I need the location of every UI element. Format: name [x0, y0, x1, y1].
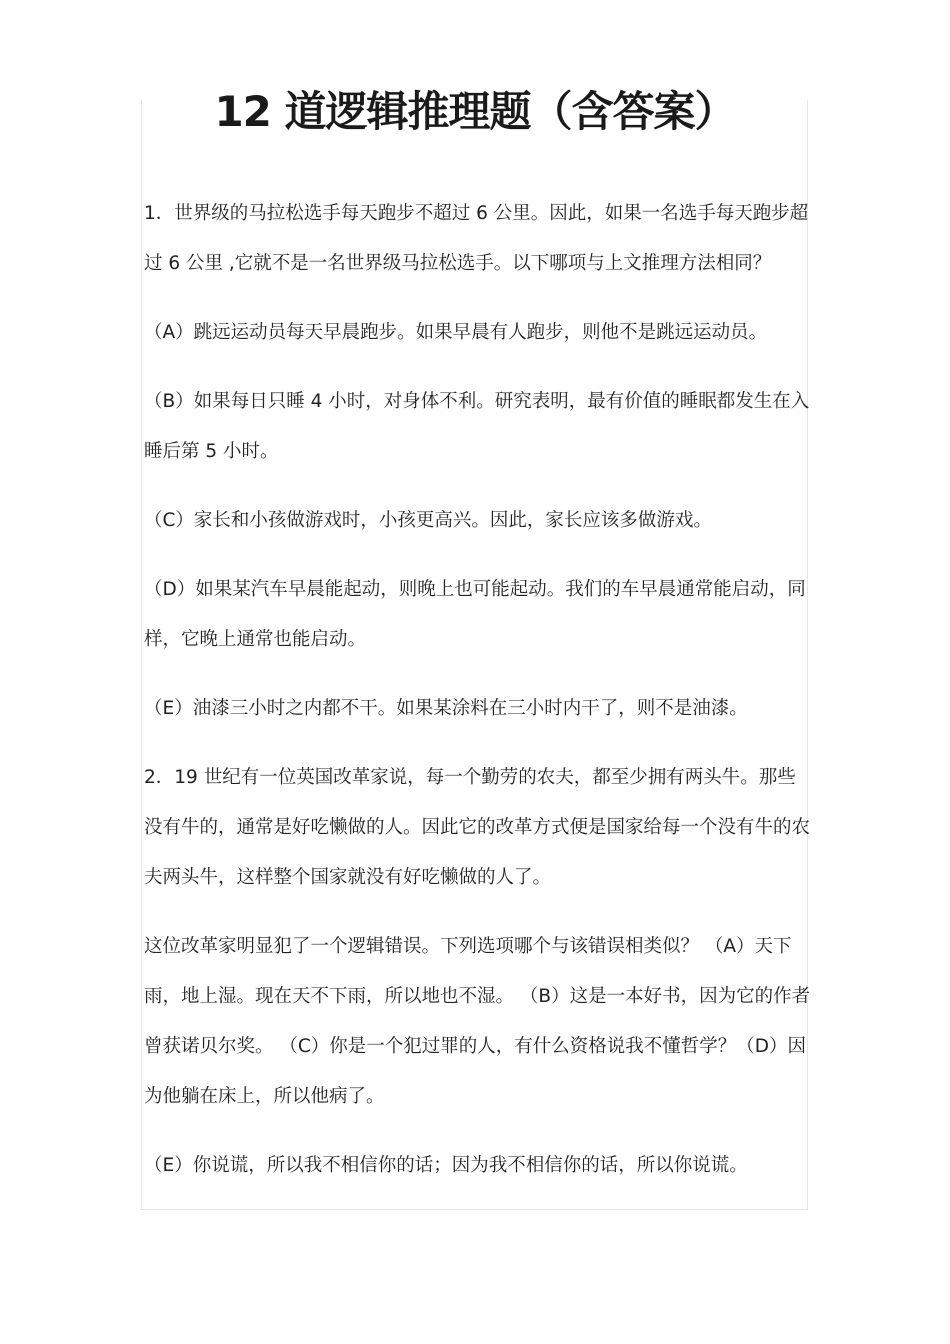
question-2-stem: 2．19 世纪有一位英国改革家说，每一个勤劳的农夫，都至少拥有两头牛。那些没有牛的，通常是好吃懒做的人。因此它的改革方式便是国家给每一个没有牛的农夫两头牛，这样整个国家就没有好吃懒做的人了。: [144, 767, 811, 888]
question-1-option-a: （A）跳远运动员每天早晨跑步。如果早晨有人跑步，则他不是跳远运动员。: [144, 322, 768, 343]
question-1-option-d: （D）如果某汽车早晨能起动，则晚上也可能起动。我们的车早晨通常能启动，同样，它晚上通常也能启动。: [144, 579, 806, 650]
question-1-option-b: （B）如果每日只睡 4 小时，对身体不利。研究表明，最有价值的睡眠都发生在入睡后第 5 小时。: [144, 391, 810, 462]
question-2-option-e: （E）你说谎，所以我不相信你的话；因为我不相信你的话，所以你说谎。: [144, 1155, 748, 1176]
question-2-options: 这位改革家明显犯了一个逻辑错误。下列选项哪个与该错误相类似？ （A）天下雨，地上湿。现在天不下雨，所以地也不湿。 （B）这是一本好书，因为它的作者曾获诺贝尔奖。 （C）你是一个犯过罪的人，有什么资格说我不懂哲学？（D）因为他躺在床上，所以他病了。: [144, 936, 811, 1107]
document-title: 12 道逻辑推理题（含答案）: [214, 87, 736, 136]
document-body: [144, 189, 812, 1210]
question-1-stem: 1．世界级的马拉松选手每天跑步不超过 6 公里。因此，如果一名选手每天跑步超过 6 公里 ,它就不是一名世界级马拉松选手。以下哪项与上文推理方法相同？: [144, 203, 809, 274]
question-1-option-e: （E）油漆三小时之内都不干。如果某涂料在三小时内干了，则不是油漆。: [144, 698, 748, 719]
question-1-option-c: （C）家长和小孩做游戏时，小孩更高兴。因此，家长应该多做游戏。: [144, 510, 712, 531]
